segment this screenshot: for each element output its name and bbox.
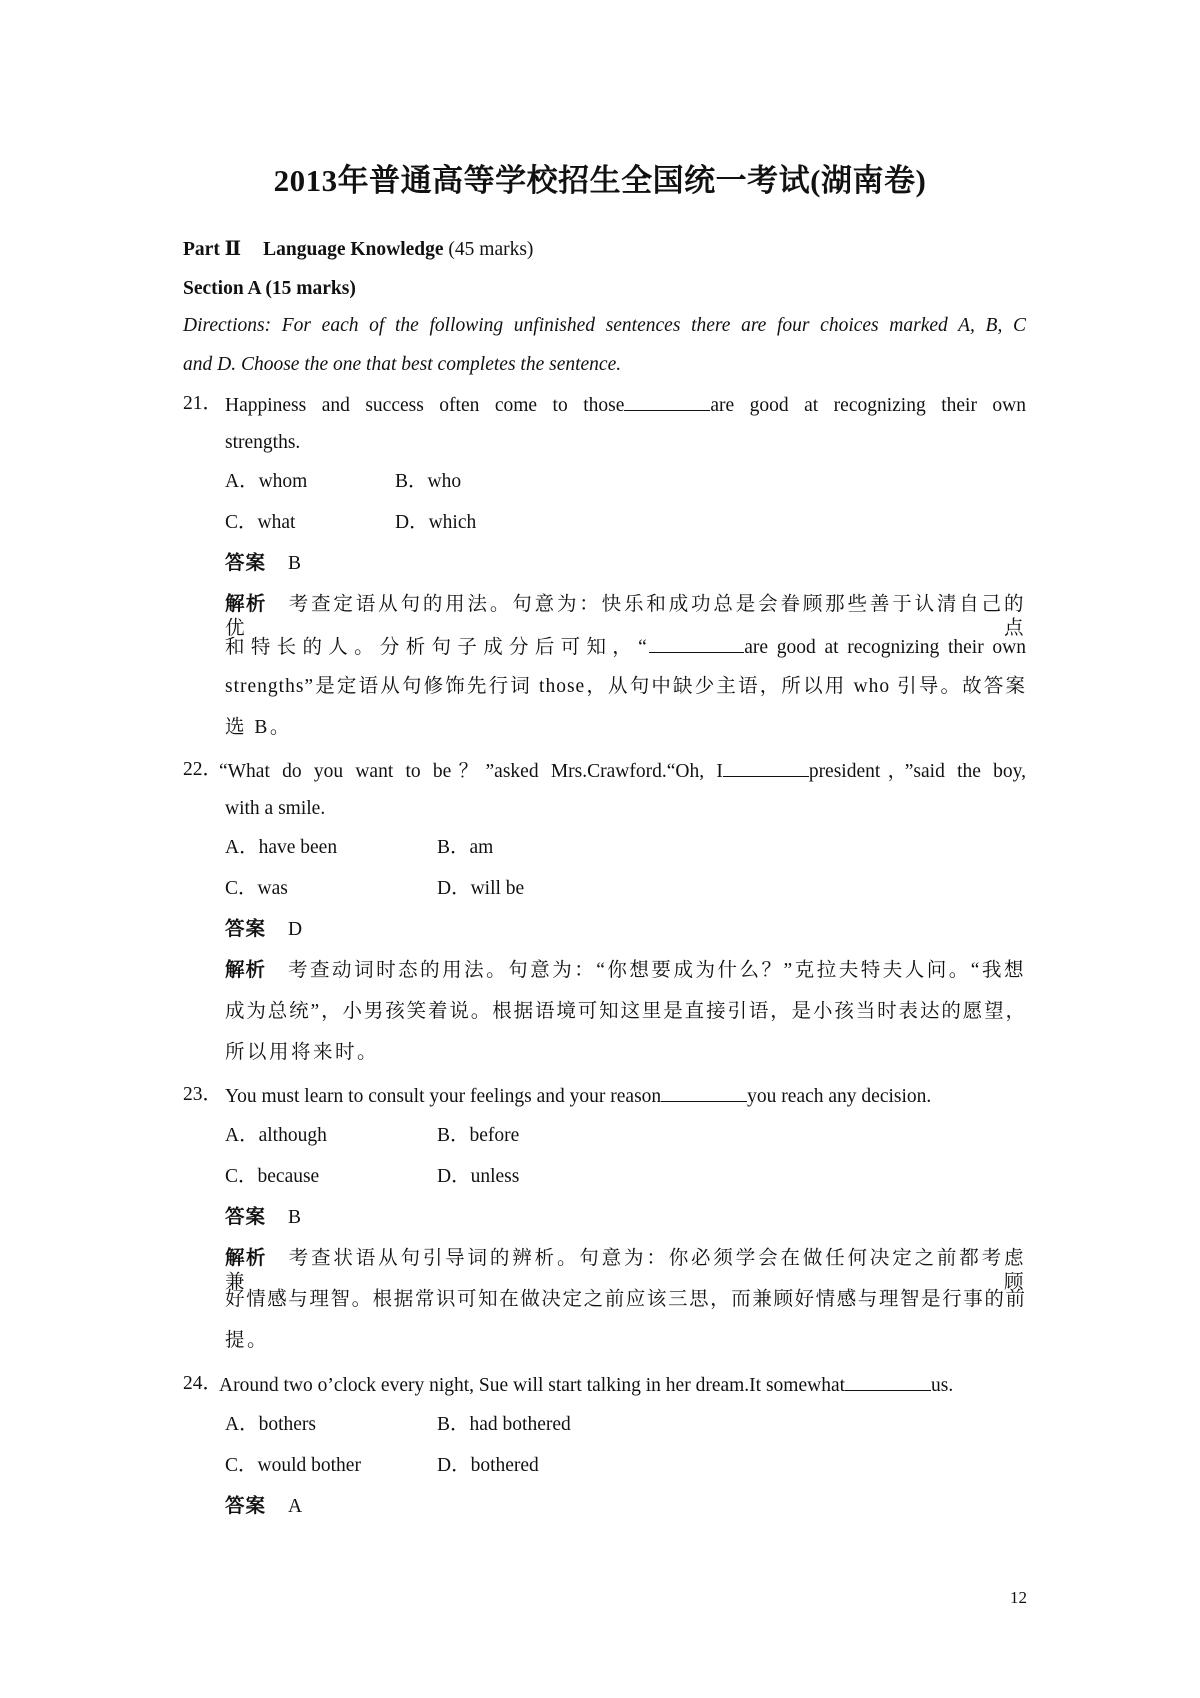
answer-blank [661, 1083, 747, 1102]
question-21-number: 21． [183, 393, 223, 414]
question-24-answer: 答案 A [225, 1496, 303, 1517]
question-22-option-a: A．have been [225, 837, 338, 858]
section-marks: 15 marks [271, 278, 350, 299]
answer-blank [649, 634, 744, 653]
question-21-stem: Happiness and success often come to those are good at recognizing their own [225, 392, 1026, 418]
question-24-option-d: D．bothered [437, 1455, 539, 1476]
question-23-option-a: A．although [225, 1125, 327, 1146]
question-22-number: 22． [183, 759, 223, 780]
question-21-answer: 答案 B [225, 553, 302, 574]
answer-blank [723, 758, 809, 777]
question-21-option-c: C．what [225, 512, 296, 533]
question-22-analysis-line-2: 成为总统”，小男孩笑着说。根据语境可知这里是直接引语，是小孩当时表达的愿望， [225, 1001, 1026, 1022]
question-22-option-d: D．will be [437, 878, 525, 899]
question-21-option-d: D．which [395, 512, 477, 533]
page-number: 12 [1010, 1588, 1027, 1607]
section-label: Section A [183, 278, 261, 299]
directions-line-1: Directions: For each of the following unfinished sentences there are four choices marked A, B, C [183, 315, 1026, 336]
question-23-analysis-line-1: 解析 考查状语从句引导词的辨析。句意为：你必须学会在做任何决定之前都考虑兼顾 [225, 1248, 1026, 1293]
part-label: Part Ⅱ [183, 239, 242, 260]
page-title: 2013年普通高等学校招生全国统一考试(湖南卷) [273, 163, 927, 198]
question-23-option-b: B．before [437, 1125, 520, 1146]
question-22-answer: 答案 D [225, 919, 303, 940]
question-24-stem: Around two o’clock every night, Sue will start talking in her dream.It somewhat us. [219, 1372, 953, 1398]
question-23-answer: 答案 B [225, 1207, 302, 1228]
question-22-analysis-line-3: 所以用将来时。 [225, 1042, 380, 1063]
part-heading [183, 238, 533, 262]
directions-line-2: and D. Choose the one that best completes the sentence. [183, 354, 622, 375]
question-24-number: 24． [183, 1373, 223, 1394]
question-21-stem-cont: strengths. [225, 432, 301, 453]
question-23-analysis-line-2: 好情感与理智。根据常识可知在做决定之前应该三思，而兼顾好情感与理智是行事的前 [225, 1289, 1026, 1310]
question-21-analysis-line-1: 解析 考查定语从句的用法。句意为：快乐和成功总是会眷顾那些善于认清自己的优点 [225, 594, 1026, 639]
question-24-option-b: B．had bothered [437, 1414, 571, 1435]
question-22-analysis-line-1: 解析 考查动词时态的用法。句意为：“你想要成为什么？”克拉夫特夫人问。“我想 [225, 960, 1026, 981]
question-22-stem: “What do you want to be？”asked Mrs.Crawford.“Oh, I president，”said the boy, [219, 758, 1026, 784]
section-heading: Section A (15 marks) [183, 278, 356, 299]
question-22-option-c: C．was [225, 878, 288, 899]
question-23-number: 23． [183, 1084, 223, 1105]
question-24-option-a: A．bothers [225, 1414, 316, 1435]
question-21-analysis-line-3: strengths”是定语从句修饰先行词 those，从句中缺少主语，所以用 who 引导。故答案 [225, 676, 1026, 697]
question-22-option-b: B．am [437, 837, 494, 858]
question-21-analysis-line-2: 和特长的人。分析句子成分后可知，“ are good at recognizing their own [225, 634, 1026, 660]
part-marks: (45 marks) [448, 239, 534, 260]
question-21-option-b: B．who [395, 471, 462, 492]
question-23-option-c: C．because [225, 1166, 320, 1187]
question-22-stem-cont: with a smile. [225, 798, 326, 819]
question-21-option-a: A．whom [225, 471, 308, 492]
answer-blank [624, 392, 710, 411]
question-24-option-c: C．would bother [225, 1455, 361, 1476]
question-21-analysis-line-4: 选 B。 [225, 717, 292, 738]
answer-blank [845, 1372, 931, 1391]
question-23-option-d: D．unless [437, 1166, 520, 1187]
question-23-stem: You must learn to consult your feelings and your reason you reach any decision. [225, 1083, 931, 1109]
question-23-analysis-line-3: 提。 [225, 1330, 270, 1351]
part-name: Language Knowledge [263, 239, 444, 260]
